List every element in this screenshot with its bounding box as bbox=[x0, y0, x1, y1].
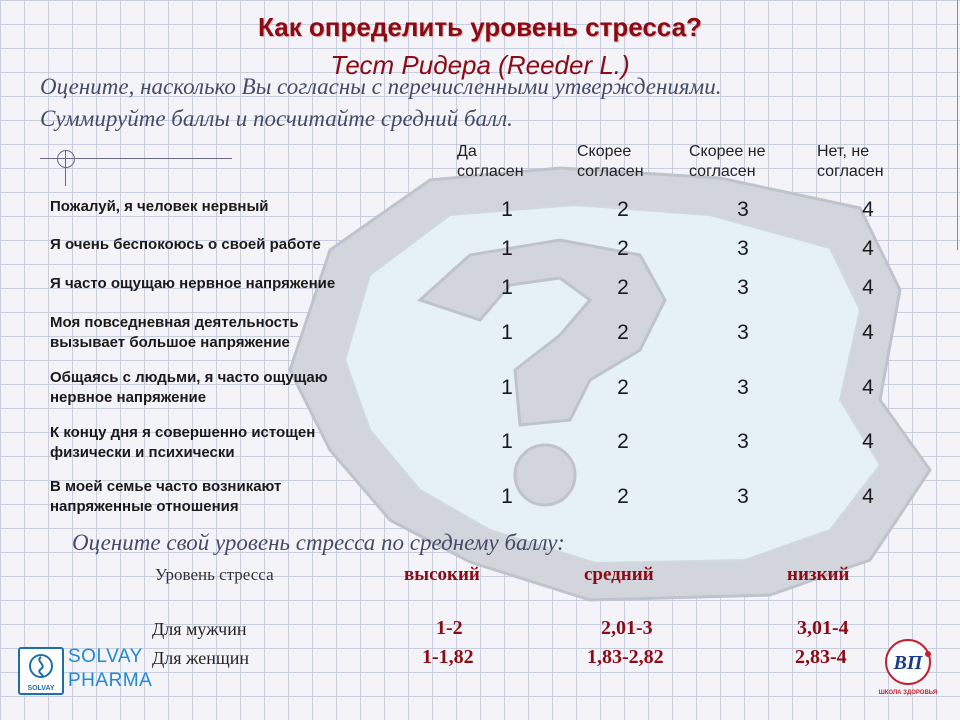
question-2 bbox=[50, 235, 321, 255]
score-q3-disagree[interactable]: 4 bbox=[862, 276, 874, 299]
question-line: В моей семье часто возникают bbox=[50, 478, 282, 495]
page-subtitle: Тест Ридера (Reeder L.) bbox=[330, 50, 630, 80]
score-q6-rather-agree[interactable]: 2 bbox=[617, 430, 629, 453]
question-line: Я очень беспокоюсь о своей работе bbox=[50, 236, 321, 253]
column-header-line: согласен bbox=[817, 163, 884, 180]
level-high: высокий bbox=[404, 564, 480, 585]
instruction-line-1: Оцените, насколько Вы согласны с перечисленными утверждениями. bbox=[40, 74, 722, 99]
score-q6-disagree[interactable]: 4 bbox=[862, 430, 874, 453]
column-header-line: согласен bbox=[689, 163, 756, 180]
column-header-rather-disagree bbox=[689, 142, 766, 182]
logo-caption: ШКОЛА ЗДОРОВЬЯ bbox=[878, 690, 938, 696]
logo-dot bbox=[925, 651, 931, 657]
score-q7-rather-disagree[interactable]: 3 bbox=[737, 485, 749, 508]
question-1 bbox=[50, 197, 269, 217]
score-q2-agree[interactable]: 1 bbox=[501, 237, 513, 260]
score-q3-rather-disagree[interactable]: 3 bbox=[737, 276, 749, 299]
row-label-men: Для мужчин bbox=[152, 619, 247, 639]
health-school-logo bbox=[876, 632, 940, 696]
score-q4-disagree[interactable]: 4 bbox=[862, 321, 874, 344]
question-line: К концу дня я совершенно истощен bbox=[50, 424, 316, 441]
solvay-brand-line-1: SOLVAY bbox=[68, 646, 143, 667]
question-line: вызывает большое напряжение bbox=[50, 334, 290, 351]
score-q7-agree[interactable]: 1 bbox=[501, 485, 513, 508]
women-low-range: 2,83-4 bbox=[795, 646, 847, 668]
score-q3-rather-agree[interactable]: 2 bbox=[617, 276, 629, 299]
column-header-line: Нет, не bbox=[817, 143, 870, 160]
column-header-line: согласен bbox=[577, 163, 644, 180]
question-line: напряженные отношения bbox=[50, 498, 239, 515]
evaluation-heading: Оцените свой уровень стресса по среднему баллу: bbox=[72, 530, 565, 555]
column-header-line: Скорее не bbox=[689, 143, 766, 160]
question-line: физически и психически bbox=[50, 444, 235, 461]
score-q2-rather-agree[interactable]: 2 bbox=[617, 237, 629, 260]
question-line: Я часто ощущаю нервное напряжение bbox=[50, 275, 336, 292]
question-line: Общаясь с людьми, я часто ощущаю bbox=[50, 369, 328, 386]
solvay-brand-line-2: PHARMA bbox=[68, 670, 153, 691]
score-q1-rather-disagree[interactable]: 3 bbox=[737, 198, 749, 221]
men-medium-range: 2,01-3 bbox=[601, 617, 653, 639]
column-header-line: Да bbox=[457, 143, 477, 160]
score-q5-agree[interactable]: 1 bbox=[501, 376, 513, 399]
stress-level-label: Уровень стресса bbox=[155, 565, 274, 584]
question-3 bbox=[50, 274, 335, 294]
women-high-range: 1-1,82 bbox=[422, 646, 474, 668]
score-q6-agree[interactable]: 1 bbox=[501, 430, 513, 453]
decorative-vertical-rule bbox=[65, 150, 66, 186]
column-header-line: согласен bbox=[457, 163, 524, 180]
question-4 bbox=[50, 313, 299, 353]
score-q5-rather-disagree[interactable]: 3 bbox=[737, 376, 749, 399]
level-low: низкий bbox=[787, 564, 850, 585]
decorative-circle bbox=[57, 150, 75, 168]
score-q6-rather-disagree[interactable]: 3 bbox=[737, 430, 749, 453]
score-q5-rather-agree[interactable]: 2 bbox=[617, 376, 629, 399]
column-header-line: Скорее bbox=[577, 143, 632, 160]
score-q2-disagree[interactable]: 4 bbox=[862, 237, 874, 260]
instruction-line-2: Суммируйте баллы и посчитайте средний балл. bbox=[40, 106, 513, 131]
solvay-logo-caption: SOLVAY bbox=[27, 685, 55, 692]
row-label-women: Для женщин bbox=[152, 648, 249, 668]
question-line: нервное напряжение bbox=[50, 389, 207, 406]
women-medium-range: 1,83-2,82 bbox=[587, 646, 664, 668]
score-q7-rather-agree[interactable]: 2 bbox=[617, 485, 629, 508]
score-q4-rather-disagree[interactable]: 3 bbox=[737, 321, 749, 344]
score-q4-rather-agree[interactable]: 2 bbox=[617, 321, 629, 344]
score-q3-agree[interactable]: 1 bbox=[501, 276, 513, 299]
page-title: Как определить уровень стресса? bbox=[258, 12, 702, 42]
score-q1-disagree[interactable]: 4 bbox=[862, 198, 874, 221]
question-line: Моя повседневная деятельность bbox=[50, 314, 299, 331]
solvay-emblem-icon bbox=[20, 649, 62, 685]
score-q4-agree[interactable]: 1 bbox=[501, 321, 513, 344]
question-line: Пожалуй, я человек нервный bbox=[50, 198, 269, 215]
level-medium: средний bbox=[584, 564, 654, 585]
men-low-range: 3,01-4 bbox=[797, 617, 849, 639]
question-6 bbox=[50, 423, 315, 463]
logo-mark: ВП bbox=[893, 652, 923, 674]
solvay-logo bbox=[18, 647, 64, 695]
score-q1-agree[interactable]: 1 bbox=[501, 198, 513, 221]
question-7 bbox=[50, 477, 281, 517]
men-high-range: 1-2 bbox=[436, 617, 463, 639]
column-header-disagree bbox=[817, 142, 884, 182]
score-q2-rather-disagree[interactable]: 3 bbox=[737, 237, 749, 260]
score-q7-disagree[interactable]: 4 bbox=[862, 485, 874, 508]
column-header-rather-agree bbox=[577, 142, 644, 182]
score-q1-rather-agree[interactable]: 2 bbox=[617, 198, 629, 221]
score-q5-disagree[interactable]: 4 bbox=[862, 376, 874, 399]
question-5 bbox=[50, 368, 328, 408]
column-header-agree bbox=[457, 142, 524, 182]
